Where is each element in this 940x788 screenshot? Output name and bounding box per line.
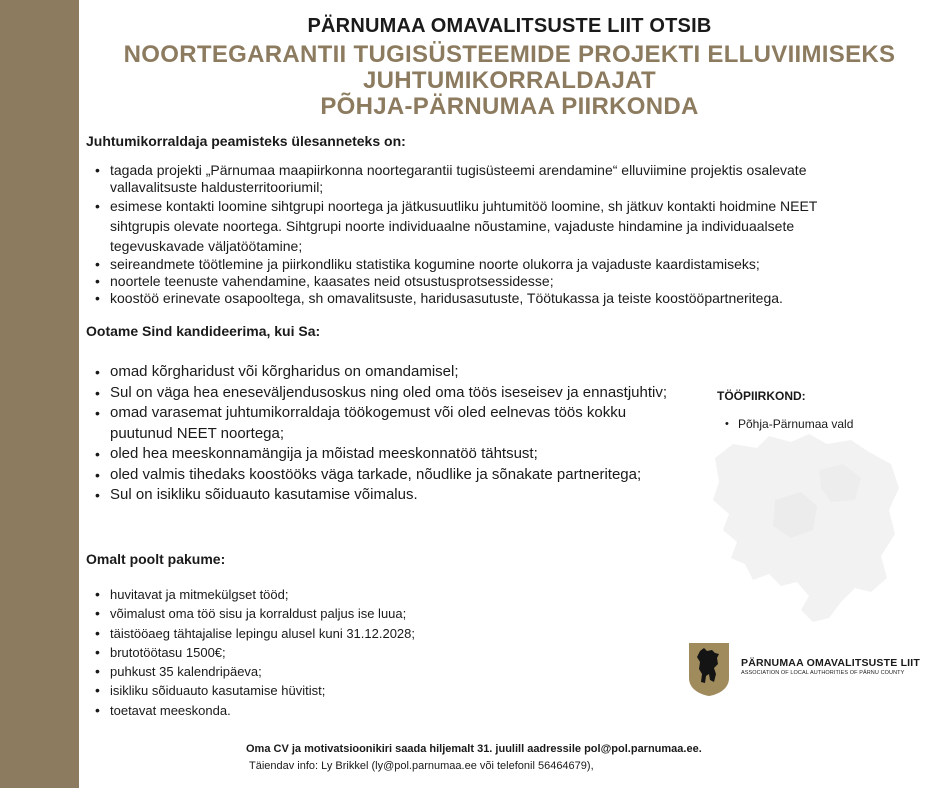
job-title-line: PÕHJA-PÄRNUMAA PIIRKONDA	[320, 93, 699, 120]
header	[79, 14, 940, 120]
list-item: • brutotöötasu 1500€;	[86, 643, 646, 662]
work-area-list	[717, 416, 917, 432]
duties-heading: Juhtumikorraldaja peamisteks ülesanneteks on:	[86, 133, 406, 149]
duties-list	[86, 162, 846, 307]
list-item: • oled hea meeskonnamängija ja mõistad meeskonnatöö tähtsust;	[86, 444, 676, 465]
footer-application-note: Oma CV ja motivatsioonikiri saada hiljemalt 31. juulill aadressile pol@pol.parnumaa.ee.	[246, 743, 702, 755]
requirements-list	[86, 362, 676, 506]
list-item: • oled valmis tihedaks koostööks väga tarkade, nõudlike ja sõnakate partneritega;	[86, 465, 676, 486]
parnu-county-map	[705, 430, 905, 625]
list-item: • omad kõrgharidust või kõrgharidus on omandamisel;	[86, 362, 676, 383]
list-item: • seireandmete töötlemine ja piirkondliku statistika kogumine noorte olukorra ja vajaduste kaardistamiseks;	[86, 256, 846, 273]
job-title-line: JUHTUMIKORRALDAJAT	[363, 67, 656, 94]
bear-coat-of-arms-logo	[688, 642, 730, 697]
list-item: • puhkust 35 kalendripäeva;	[86, 662, 646, 681]
list-item: • täistööaeg tähtajalise lepingu alusel kuni 31.12.2028;	[86, 624, 646, 643]
list-item: • Sul on isikliku sõiduauto kasutamise võimalus.	[86, 485, 676, 506]
list-item: • Sul on väga hea eneseväljendusoskus ning oled oma töös iseseisev ja ennastjuhtiv;	[86, 383, 676, 404]
list-item: • huvitavat ja mitmekülgset tööd;	[86, 585, 646, 604]
list-item: • isikliku sõiduauto kasutamise hüvitist;	[86, 681, 646, 700]
list-item: • tagada projekti „Pärnumaa maapiirkonna noortegarantii tugisüsteemi arendamine“ elluviimine projektis osalevate vallavalitsuste haldusterritooriumil;	[86, 162, 846, 196]
decorative-side-bar	[0, 0, 79, 788]
list-item: • toetavat meeskonda.	[86, 701, 646, 720]
logo-subtitle: ASSOCIATION OF LOCAL AUTHORITIES OF PÄRNU COUNTY	[741, 670, 905, 676]
list-item: • noortele teenuste vahendamine, kaasates neid otsustusprotsessidesse;	[86, 273, 846, 290]
work-area-heading: TÖÖPIIRKOND:	[717, 389, 806, 403]
offer-list	[86, 585, 646, 720]
list-item: • esimese kontakti loomine sihtgrupi noortega ja jätkusuutliku juhtumitöö loomine, sh jätkuv kontakti hoidmine NEET sihtgrupis olevate noortega. Sihtgrupi noorte individuaalne nõustamine, vajaduste hindamine ja individuaalsete tegevuskavade väljatöötamine;	[86, 196, 846, 256]
logo-name: PÄRNUMAA OMAVALITSUSTE LIIT	[741, 657, 921, 669]
list-item: • koostöö erinevate osapooltega, sh omavalitsuste, haridusasutuste, Töötukassa ja teiste koostööpartneritega.	[86, 290, 846, 307]
list-item: • Põhja-Pärnumaa vald	[717, 416, 917, 432]
job-title	[79, 42, 940, 120]
job-title-line: NOORTEGARANTII TUGISÜSTEEMIDE PROJEKTI ELLUVIIMISEKS	[123, 41, 896, 68]
list-item: • omad varasemat juhtumikorraldaja töökogemust või oled eelnevas töös kokku puutunud NEET noortega;	[86, 403, 676, 444]
logo-text	[741, 657, 920, 677]
organization-line: PÄRNUMAA OMAVALITSUSTE LIIT OTSIB	[307, 15, 712, 37]
requirements-heading: Ootame Sind kandideerima, kui Sa:	[86, 323, 321, 339]
list-item: • võimalust oma töö sisu ja korraldust paljus ise luua;	[86, 604, 646, 623]
offer-heading: Omalt poolt pakume:	[86, 551, 226, 567]
footer-contact-info: Täiendav info: Ly Brikkel (ly@pol.parnumaa.ee või telefonil 56464679),	[249, 760, 594, 772]
